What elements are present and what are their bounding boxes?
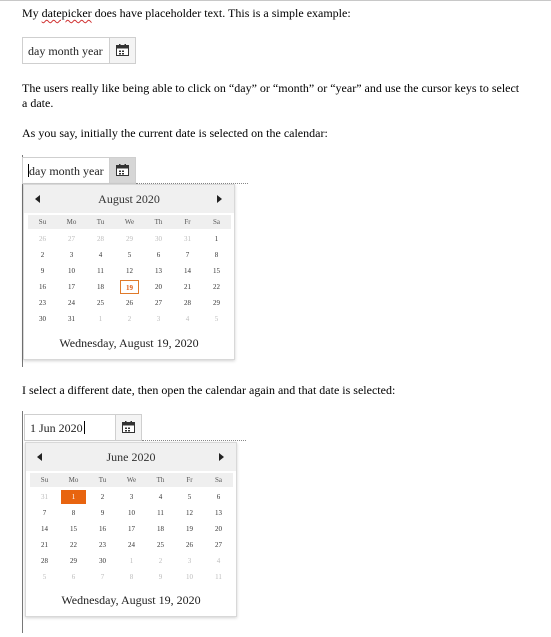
calendar-day-cell[interactable]: 6 <box>216 493 221 501</box>
calendar-day-cell[interactable]: 2 <box>127 315 132 323</box>
calendar-day-cell[interactable]: 10 <box>186 573 193 581</box>
calendar-day-cell[interactable]: 7 <box>42 509 47 517</box>
calendar-day-cell[interactable]: 31 <box>41 493 48 501</box>
calendar-day-cell[interactable]: 19 <box>120 280 139 294</box>
calendar-day-cell[interactable]: 26 <box>39 235 46 243</box>
calendar-day-cell[interactable]: 13 <box>155 267 162 275</box>
calendar-day-cell[interactable]: 11 <box>215 573 222 581</box>
calendar-today-footer[interactable]: Wednesday, August 19, 2020 <box>61 593 201 607</box>
calendar-day-cell[interactable]: 30 <box>39 315 46 323</box>
example3-dotted-divider <box>142 440 246 441</box>
calendar-day-cell[interactable]: 23 <box>99 541 106 549</box>
calendar-day-cell[interactable]: 18 <box>97 283 104 291</box>
calendar-day-cell[interactable]: 27 <box>215 541 222 549</box>
calendar-day-cell[interactable]: 29 <box>213 299 220 307</box>
weekday-label: Mo <box>66 218 77 226</box>
calendar-icon <box>116 44 129 56</box>
calendar-day-cell[interactable]: 17 <box>68 283 75 291</box>
calendar-day-cell[interactable]: 21 <box>41 541 48 549</box>
calendar-today-footer[interactable]: Wednesday, August 19, 2020 <box>59 336 199 350</box>
calendar-month-title[interactable]: August 2020 <box>98 192 160 206</box>
calendar-header <box>26 443 236 471</box>
calendar-day-cell[interactable]: 19 <box>186 525 193 533</box>
calendar-day-grid <box>28 231 231 327</box>
calendar-day-grid <box>30 489 233 585</box>
calendar-day-cell[interactable]: 1 <box>61 490 86 504</box>
weekday-label: Th <box>156 476 165 484</box>
calendar-day-cell[interactable]: 3 <box>187 557 192 565</box>
calendar-day-cell[interactable]: 26 <box>186 541 193 549</box>
calendar-day-cell[interactable]: 22 <box>70 541 77 549</box>
calendar-day-cell[interactable]: 7 <box>185 251 190 259</box>
weekday-label: Su <box>38 218 47 226</box>
paragraph-different-date: I select a different date, then open the calendar again and that date is selected: <box>22 383 396 397</box>
calendar-day-cell[interactable]: 26 <box>126 299 133 307</box>
calendar-day-cell[interactable]: 2 <box>158 557 163 565</box>
calendar-day-cell[interactable]: 21 <box>184 283 191 291</box>
calendar-day-cell[interactable]: 6 <box>156 251 161 259</box>
calendar-day-cell[interactable]: 7 <box>100 573 105 581</box>
datepicker-input-example2[interactable] <box>22 157 136 184</box>
datepicker-input-text[interactable] <box>30 421 85 435</box>
calendar-day-cell[interactable]: 8 <box>71 509 76 517</box>
next-month-icon[interactable] <box>212 193 226 205</box>
calendar-popup-june <box>25 442 237 617</box>
calendar-day-cell[interactable]: 3 <box>129 493 134 501</box>
calendar-day-cell[interactable]: 1 <box>98 315 103 323</box>
intro-text-before: My <box>22 6 42 20</box>
spellcheck-word: datepicker <box>41 6 92 20</box>
calendar-day-cell[interactable]: 12 <box>186 509 193 517</box>
text-cursor <box>84 421 85 434</box>
weekday-label: Tu <box>96 218 105 226</box>
intro-text-after: does have placeholder text. This is a simple example: <box>91 6 351 20</box>
calendar-day-cell[interactable]: 29 <box>126 235 133 243</box>
calendar-day-cell[interactable]: 20 <box>215 525 222 533</box>
calendar-day-cell[interactable]: 14 <box>184 267 191 275</box>
calendar-day-cell[interactable]: 8 <box>214 251 219 259</box>
calendar-day-cell[interactable]: 9 <box>100 509 105 517</box>
document-top-border <box>0 0 551 1</box>
prev-month-icon[interactable] <box>32 193 46 205</box>
weekday-label: Fr <box>184 218 191 226</box>
datepicker-value-text: 1 Jun 2020 <box>30 421 83 435</box>
calendar-day-cell[interactable]: 22 <box>213 283 220 291</box>
weekday-label: Sa <box>213 218 220 226</box>
calendar-day-cell[interactable]: 8 <box>129 573 134 581</box>
weekday-label: Sa <box>215 476 222 484</box>
datepicker-input-example1[interactable] <box>22 37 136 64</box>
calendar-day-cell[interactable]: 2 <box>40 251 45 259</box>
paragraph-current-date: As you say, initially the current date is selected on the calendar: <box>22 126 328 140</box>
calendar-day-cell[interactable]: 30 <box>155 235 162 243</box>
calendar-day-cell[interactable]: 18 <box>157 525 164 533</box>
calendar-day-cell[interactable]: 4 <box>98 251 103 259</box>
calendar-day-cell[interactable]: 28 <box>184 299 191 307</box>
calendar-day-cell[interactable]: 5 <box>187 493 192 501</box>
calendar-header <box>24 185 234 213</box>
calendar-day-cell[interactable]: 28 <box>97 235 104 243</box>
calendar-day-cell[interactable]: 31 <box>184 235 191 243</box>
calendar-button[interactable] <box>109 158 135 183</box>
calendar-day-cell[interactable]: 6 <box>71 573 76 581</box>
weekday-label: We <box>124 218 135 226</box>
calendar-button[interactable] <box>115 415 141 440</box>
weekday-header-row <box>28 215 231 229</box>
paragraph-users-cursor-keys: The users really like being able to click on “day” or “month” or “year” and use the cursor keys to select a date. <box>22 81 520 110</box>
calendar-day-cell[interactable]: 14 <box>41 525 48 533</box>
calendar-day-cell[interactable]: 3 <box>156 315 161 323</box>
calendar-day-cell[interactable]: 1 <box>129 557 134 565</box>
calendar-day-cell[interactable]: 1 <box>214 235 219 243</box>
calendar-day-cell[interactable]: 9 <box>158 573 163 581</box>
prev-month-icon[interactable] <box>34 451 48 463</box>
weekday-label: Mo <box>68 476 79 484</box>
datepicker-placeholder-text: day month year <box>29 164 104 178</box>
calendar-day-cell[interactable]: 10 <box>68 267 75 275</box>
calendar-day-cell[interactable]: 23 <box>39 299 46 307</box>
calendar-day-cell[interactable]: 3 <box>69 251 74 259</box>
weekday-label: Su <box>40 476 49 484</box>
calendar-icon <box>116 164 129 176</box>
calendar-day-cell[interactable]: 5 <box>42 573 47 581</box>
calendar-day-cell[interactable]: 15 <box>213 267 220 275</box>
intro-paragraph <box>22 6 351 21</box>
calendar-day-cell[interactable]: 5 <box>214 315 219 323</box>
calendar-day-cell[interactable]: 24 <box>128 541 135 549</box>
example3-left-border <box>22 411 23 633</box>
calendar-day-cell[interactable]: 20 <box>155 283 162 291</box>
calendar-day-cell[interactable]: 5 <box>127 251 132 259</box>
calendar-day-cell[interactable]: 24 <box>68 299 75 307</box>
calendar-day-cell[interactable]: 25 <box>157 541 164 549</box>
calendar-day-cell[interactable]: 15 <box>70 525 77 533</box>
calendar-day-cell[interactable]: 11 <box>157 509 164 517</box>
calendar-day-cell[interactable]: 27 <box>155 299 162 307</box>
calendar-icon <box>122 421 135 433</box>
calendar-day-cell[interactable]: 31 <box>68 315 75 323</box>
calendar-day-cell[interactable]: 17 <box>128 525 135 533</box>
calendar-day-cell[interactable]: 4 <box>185 315 190 323</box>
calendar-day-cell[interactable]: 10 <box>128 509 135 517</box>
calendar-day-cell[interactable]: 16 <box>39 283 46 291</box>
calendar-day-cell[interactable]: 4 <box>158 493 163 501</box>
calendar-popup-august <box>23 184 235 360</box>
calendar-month-title[interactable]: June 2020 <box>106 450 156 464</box>
calendar-day-cell[interactable]: 9 <box>40 267 45 275</box>
calendar-day-cell[interactable]: 30 <box>99 557 106 565</box>
weekday-header-row <box>30 473 233 487</box>
calendar-button[interactable] <box>109 38 135 63</box>
calendar-day-cell[interactable]: 16 <box>99 525 106 533</box>
weekday-label: Tu <box>98 476 107 484</box>
calendar-day-cell[interactable]: 12 <box>126 267 133 275</box>
calendar-day-cell[interactable]: 29 <box>70 557 77 565</box>
datepicker-input-example3[interactable] <box>24 414 142 441</box>
datepicker-input-text[interactable] <box>28 164 104 178</box>
calendar-day-cell[interactable]: 13 <box>215 509 222 517</box>
weekday-label: Fr <box>186 476 193 484</box>
weekday-label: Th <box>154 218 163 226</box>
weekday-label: We <box>126 476 137 484</box>
datepicker-placeholder-text[interactable]: day month year <box>28 44 103 58</box>
next-month-icon[interactable] <box>214 451 228 463</box>
calendar-day-cell[interactable]: 4 <box>216 557 221 565</box>
calendar-day-cell[interactable]: 27 <box>68 235 75 243</box>
calendar-day-cell[interactable]: 2 <box>100 493 105 501</box>
calendar-day-cell[interactable]: 25 <box>97 299 104 307</box>
calendar-day-cell[interactable]: 28 <box>41 557 48 565</box>
calendar-day-cell[interactable]: 11 <box>97 267 104 275</box>
